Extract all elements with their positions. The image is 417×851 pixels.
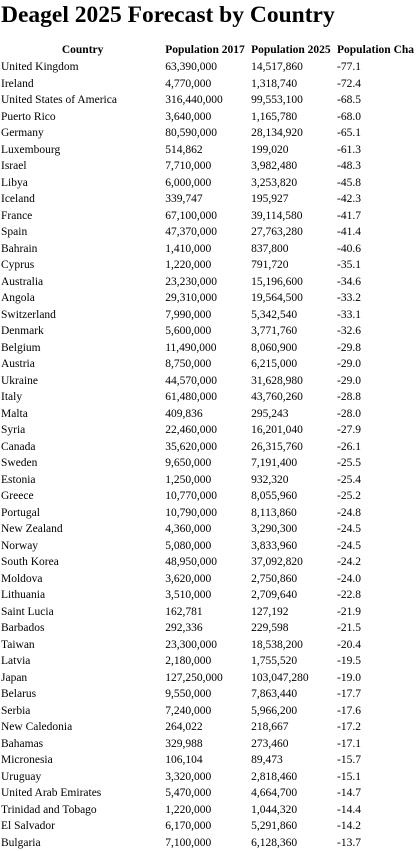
population-2025-cell: 16,201,040 — [251, 422, 337, 439]
country-cell: Cyprus — [0, 257, 165, 274]
population-2017-cell: 292,336 — [165, 620, 251, 637]
population-2025-cell: 1,318,740 — [251, 76, 337, 93]
table-row — [0, 571, 417, 588]
population-2025-cell: 3,290,300 — [251, 521, 337, 538]
population-change-cell: -14.2 — [337, 818, 417, 835]
country-cell: Lithuania — [0, 587, 165, 604]
table-row — [0, 769, 417, 786]
country-cell: Bulgaria — [0, 835, 165, 851]
header-population-2017: Population 2017 — [165, 42, 251, 59]
population-2017-cell: 7,990,000 — [165, 307, 251, 324]
population-2017-cell: 1,220,000 — [165, 802, 251, 819]
country-cell: Greece — [0, 488, 165, 505]
country-cell: Ukraine — [0, 373, 165, 390]
population-change-cell: -19.5 — [337, 653, 417, 670]
population-2017-cell: 9,650,000 — [165, 455, 251, 472]
country-cell: Israel — [0, 158, 165, 175]
table-row — [0, 307, 417, 324]
population-change-cell: -65.1 — [337, 125, 417, 142]
country-cell: Estonia — [0, 472, 165, 489]
table-row — [0, 76, 417, 93]
population-2017-cell: 48,950,000 — [165, 554, 251, 571]
population-2025-cell: 5,342,540 — [251, 307, 337, 324]
population-2025-cell: 14,517,860 — [251, 59, 337, 76]
population-2025-cell: 26,315,760 — [251, 439, 337, 456]
population-2017-cell: 1,410,000 — [165, 241, 251, 258]
table-row — [0, 818, 417, 835]
table-body — [0, 59, 417, 851]
population-change-cell: -19.0 — [337, 670, 417, 687]
population-2017-cell: 409,836 — [165, 406, 251, 423]
country-cell: Switzerland — [0, 307, 165, 324]
population-2017-cell: 61,480,000 — [165, 389, 251, 406]
population-change-cell: -24.5 — [337, 538, 417, 555]
population-2017-cell: 106,104 — [165, 752, 251, 769]
country-cell: Luxembourg — [0, 142, 165, 159]
population-2017-cell: 6,000,000 — [165, 175, 251, 192]
population-change-cell: -48.3 — [337, 158, 417, 175]
table-row — [0, 175, 417, 192]
country-cell: New Zealand — [0, 521, 165, 538]
table-row — [0, 505, 417, 522]
header-country: Country — [0, 42, 165, 59]
country-cell: Spain — [0, 224, 165, 241]
population-2025-cell: 3,833,960 — [251, 538, 337, 555]
table-row — [0, 356, 417, 373]
country-cell: Trinidad and Tobago — [0, 802, 165, 819]
country-cell: Australia — [0, 274, 165, 291]
table-row — [0, 455, 417, 472]
population-2017-cell: 127,250,000 — [165, 670, 251, 687]
table-row — [0, 257, 417, 274]
population-2017-cell: 1,250,000 — [165, 472, 251, 489]
population-2025-cell: 3,771,760 — [251, 323, 337, 340]
population-2025-cell: 1,165,780 — [251, 109, 337, 126]
population-change-cell: -14.7 — [337, 785, 417, 802]
table-row — [0, 406, 417, 423]
country-cell: Norway — [0, 538, 165, 555]
table-row — [0, 604, 417, 621]
population-2025-cell: 229,598 — [251, 620, 337, 637]
table-row — [0, 835, 417, 851]
population-2025-cell: 27,763,280 — [251, 224, 337, 241]
population-change-cell: -24.5 — [337, 521, 417, 538]
population-change-cell: -34.6 — [337, 274, 417, 291]
population-change-cell: -41.7 — [337, 208, 417, 225]
country-cell: Uruguay — [0, 769, 165, 786]
population-2025-cell: 43,760,260 — [251, 389, 337, 406]
population-change-cell: -29.8 — [337, 340, 417, 357]
population-2025-cell: 18,538,200 — [251, 637, 337, 654]
population-change-cell: -15.7 — [337, 752, 417, 769]
country-cell: Iceland — [0, 191, 165, 208]
population-2017-cell: 80,590,000 — [165, 125, 251, 142]
country-cell: Latvia — [0, 653, 165, 670]
population-2025-cell: 39,114,580 — [251, 208, 337, 225]
table-row — [0, 785, 417, 802]
population-change-cell: -40.6 — [337, 241, 417, 258]
table-row — [0, 109, 417, 126]
table-row — [0, 241, 417, 258]
table-row — [0, 59, 417, 76]
country-cell: Taiwan — [0, 637, 165, 654]
population-2025-cell: 273,460 — [251, 736, 337, 753]
table-row — [0, 191, 417, 208]
population-2017-cell: 23,230,000 — [165, 274, 251, 291]
population-2017-cell: 329,988 — [165, 736, 251, 753]
population-2017-cell: 5,080,000 — [165, 538, 251, 555]
country-cell: Saint Lucia — [0, 604, 165, 621]
population-2025-cell: 791,720 — [251, 257, 337, 274]
population-2025-cell: 8,113,860 — [251, 505, 337, 522]
country-cell: Ireland — [0, 76, 165, 93]
population-2025-cell: 1,044,320 — [251, 802, 337, 819]
table-row — [0, 125, 417, 142]
population-2025-cell: 3,982,480 — [251, 158, 337, 175]
table-row — [0, 323, 417, 340]
population-2025-cell: 4,664,700 — [251, 785, 337, 802]
population-2025-cell: 89,473 — [251, 752, 337, 769]
population-2017-cell: 4,770,000 — [165, 76, 251, 93]
population-change-cell: -29.0 — [337, 373, 417, 390]
population-2025-cell: 3,253,820 — [251, 175, 337, 192]
country-cell: Belgium — [0, 340, 165, 357]
country-cell: United Kingdom — [0, 59, 165, 76]
population-change-cell: -24.0 — [337, 571, 417, 588]
population-change-cell: -21.9 — [337, 604, 417, 621]
table-row — [0, 422, 417, 439]
population-change-cell: -28.0 — [337, 406, 417, 423]
table-row — [0, 208, 417, 225]
population-2025-cell: 99,553,100 — [251, 92, 337, 109]
population-change-cell: -41.4 — [337, 224, 417, 241]
population-2017-cell: 7,100,000 — [165, 835, 251, 851]
table-row — [0, 340, 417, 357]
table-row — [0, 538, 417, 555]
population-2025-cell: 6,215,000 — [251, 356, 337, 373]
population-change-cell: -68.5 — [337, 92, 417, 109]
population-change-cell: -22.8 — [337, 587, 417, 604]
population-change-cell: -25.2 — [337, 488, 417, 505]
population-change-cell: -17.7 — [337, 686, 417, 703]
population-2017-cell: 35,620,000 — [165, 439, 251, 456]
population-2017-cell: 11,490,000 — [165, 340, 251, 357]
table-row — [0, 620, 417, 637]
population-2017-cell: 67,100,000 — [165, 208, 251, 225]
population-change-cell: -17.1 — [337, 736, 417, 753]
population-2025-cell: 19,564,500 — [251, 290, 337, 307]
population-2017-cell: 5,600,000 — [165, 323, 251, 340]
table-row — [0, 142, 417, 159]
population-change-cell: -33.1 — [337, 307, 417, 324]
population-change-cell: -15.1 — [337, 769, 417, 786]
population-change-cell: -72.4 — [337, 76, 417, 93]
country-cell: Denmark — [0, 323, 165, 340]
country-cell: Serbia — [0, 703, 165, 720]
population-2025-cell: 295,243 — [251, 406, 337, 423]
population-2025-cell: 218,667 — [251, 719, 337, 736]
population-change-cell: -26.1 — [337, 439, 417, 456]
population-2025-cell: 103,047,280 — [251, 670, 337, 687]
table-row — [0, 373, 417, 390]
population-2025-cell: 195,927 — [251, 191, 337, 208]
country-cell: Moldova — [0, 571, 165, 588]
population-2025-cell: 15,196,600 — [251, 274, 337, 291]
population-change-cell: -14.4 — [337, 802, 417, 819]
country-cell: El Salvador — [0, 818, 165, 835]
population-2025-cell: 837,800 — [251, 241, 337, 258]
population-2017-cell: 63,390,000 — [165, 59, 251, 76]
population-2025-cell: 37,092,820 — [251, 554, 337, 571]
population-2017-cell: 9,550,000 — [165, 686, 251, 703]
population-change-cell: -77.1 — [337, 59, 417, 76]
forecast-table — [0, 42, 417, 851]
country-cell: Barbados — [0, 620, 165, 637]
table-row — [0, 224, 417, 241]
population-change-cell: -13.7 — [337, 835, 417, 851]
population-2017-cell: 4,360,000 — [165, 521, 251, 538]
table-row — [0, 670, 417, 687]
population-2017-cell: 3,640,000 — [165, 109, 251, 126]
country-cell: Italy — [0, 389, 165, 406]
population-2017-cell: 1,220,000 — [165, 257, 251, 274]
population-2017-cell: 47,370,000 — [165, 224, 251, 241]
population-2017-cell: 7,710,000 — [165, 158, 251, 175]
population-2017-cell: 3,620,000 — [165, 571, 251, 588]
country-cell: Germany — [0, 125, 165, 142]
population-2017-cell: 514,862 — [165, 142, 251, 159]
population-2025-cell: 8,055,960 — [251, 488, 337, 505]
country-cell: Sweden — [0, 455, 165, 472]
table-row — [0, 158, 417, 175]
table-row — [0, 587, 417, 604]
population-2017-cell: 23,300,000 — [165, 637, 251, 654]
population-change-cell: -25.5 — [337, 455, 417, 472]
table-row — [0, 92, 417, 109]
country-cell: Puerto Rico — [0, 109, 165, 126]
population-2017-cell: 2,180,000 — [165, 653, 251, 670]
population-change-cell: -33.2 — [337, 290, 417, 307]
population-2017-cell: 5,470,000 — [165, 785, 251, 802]
population-change-cell: -17.2 — [337, 719, 417, 736]
population-change-cell: -29.0 — [337, 356, 417, 373]
country-cell: Angola — [0, 290, 165, 307]
population-2017-cell: 10,790,000 — [165, 505, 251, 522]
table-row — [0, 703, 417, 720]
population-2017-cell: 339,747 — [165, 191, 251, 208]
population-2017-cell: 8,750,000 — [165, 356, 251, 373]
table-row — [0, 439, 417, 456]
table-row — [0, 752, 417, 769]
country-cell: United Arab Emirates — [0, 785, 165, 802]
table-row — [0, 488, 417, 505]
table-row — [0, 637, 417, 654]
table-row — [0, 686, 417, 703]
table-row — [0, 521, 417, 538]
population-2025-cell: 8,060,900 — [251, 340, 337, 357]
country-cell: South Korea — [0, 554, 165, 571]
population-2017-cell: 3,320,000 — [165, 769, 251, 786]
population-2017-cell: 316,440,000 — [165, 92, 251, 109]
population-change-cell: -32.6 — [337, 323, 417, 340]
population-change-cell: -20.4 — [337, 637, 417, 654]
population-2017-cell: 6,170,000 — [165, 818, 251, 835]
table-header — [0, 42, 417, 59]
population-2025-cell: 7,191,400 — [251, 455, 337, 472]
population-2025-cell: 7,863,440 — [251, 686, 337, 703]
population-2025-cell: 31,628,980 — [251, 373, 337, 390]
country-cell: Canada — [0, 439, 165, 456]
country-cell: Micronesia — [0, 752, 165, 769]
population-2025-cell: 28,134,920 — [251, 125, 337, 142]
population-2025-cell: 2,750,860 — [251, 571, 337, 588]
country-cell: Libya — [0, 175, 165, 192]
population-change-cell: -42.3 — [337, 191, 417, 208]
population-2017-cell: 22,460,000 — [165, 422, 251, 439]
table-row — [0, 802, 417, 819]
table-row — [0, 472, 417, 489]
table-row — [0, 274, 417, 291]
page-title: Deagel 2025 Forecast by Country — [1, 0, 335, 30]
population-2025-cell: 1,755,520 — [251, 653, 337, 670]
population-2017-cell: 3,510,000 — [165, 587, 251, 604]
population-2017-cell: 10,770,000 — [165, 488, 251, 505]
country-cell: Syria — [0, 422, 165, 439]
population-2025-cell: 5,966,200 — [251, 703, 337, 720]
table-row — [0, 719, 417, 736]
population-2025-cell: 5,291,860 — [251, 818, 337, 835]
country-cell: Belarus — [0, 686, 165, 703]
country-cell: United States of America — [0, 92, 165, 109]
population-change-cell: -17.6 — [337, 703, 417, 720]
population-2017-cell: 162,781 — [165, 604, 251, 621]
country-cell: Austria — [0, 356, 165, 373]
population-change-cell: -21.5 — [337, 620, 417, 637]
header-population-2025: Population 2025 — [251, 42, 337, 59]
table-row — [0, 736, 417, 753]
country-cell: Bahamas — [0, 736, 165, 753]
table-row — [0, 389, 417, 406]
population-change-cell: -27.9 — [337, 422, 417, 439]
population-2025-cell: 2,709,640 — [251, 587, 337, 604]
country-cell: Malta — [0, 406, 165, 423]
population-2025-cell: 932,320 — [251, 472, 337, 489]
population-2017-cell: 44,570,000 — [165, 373, 251, 390]
population-2025-cell: 2,818,460 — [251, 769, 337, 786]
population-change-cell: -24.2 — [337, 554, 417, 571]
table-row — [0, 653, 417, 670]
population-change-cell: -61.3 — [337, 142, 417, 159]
population-change-cell: -28.8 — [337, 389, 417, 406]
population-2025-cell: 199,020 — [251, 142, 337, 159]
table-row — [0, 554, 417, 571]
population-2025-cell: 127,192 — [251, 604, 337, 621]
header-population-change: Population Cha — [337, 42, 417, 59]
country-cell: Japan — [0, 670, 165, 687]
country-cell: New Caledonia — [0, 719, 165, 736]
population-2025-cell: 6,128,360 — [251, 835, 337, 851]
population-2017-cell: 264,022 — [165, 719, 251, 736]
population-change-cell: -68.0 — [337, 109, 417, 126]
population-change-cell: -25.4 — [337, 472, 417, 489]
population-2017-cell: 7,240,000 — [165, 703, 251, 720]
header-row — [0, 42, 417, 59]
population-change-cell: -35.1 — [337, 257, 417, 274]
country-cell: France — [0, 208, 165, 225]
table-row — [0, 290, 417, 307]
population-change-cell: -24.8 — [337, 505, 417, 522]
country-cell: Bahrain — [0, 241, 165, 258]
country-cell: Portugal — [0, 505, 165, 522]
population-change-cell: -45.8 — [337, 175, 417, 192]
population-2017-cell: 29,310,000 — [165, 290, 251, 307]
